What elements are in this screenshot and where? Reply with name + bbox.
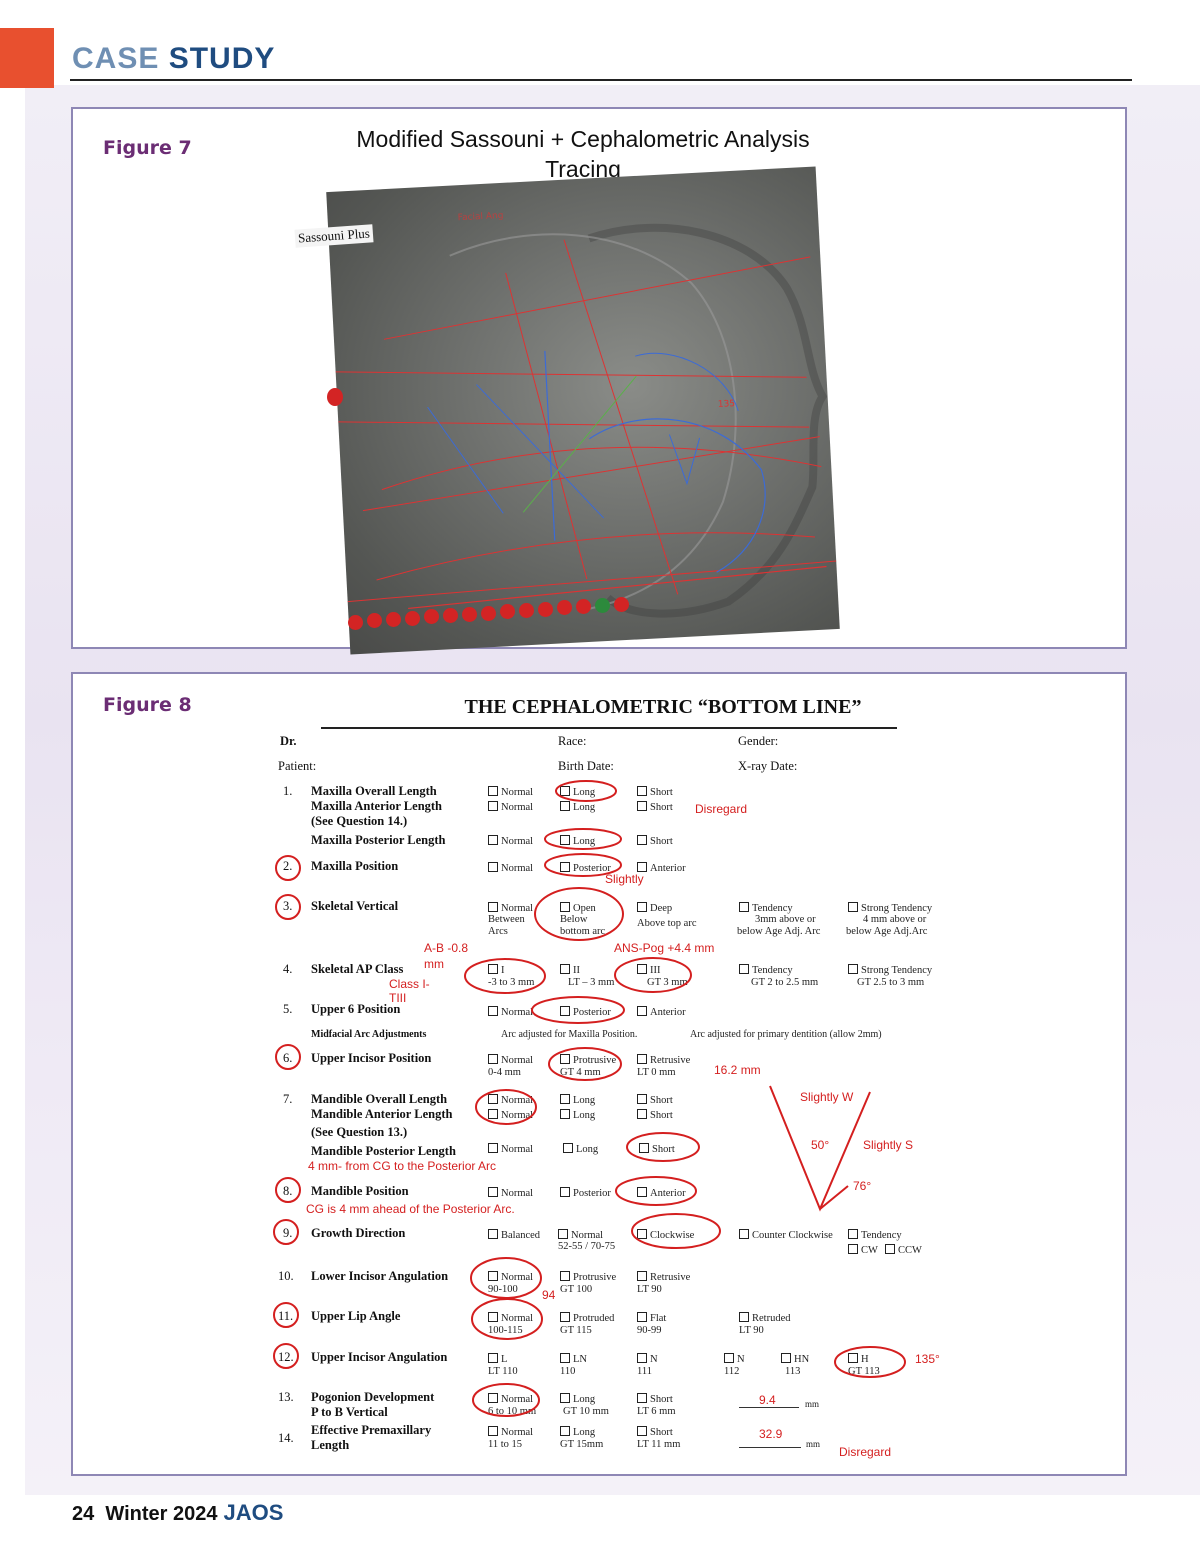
option-detail: 113 xyxy=(785,1366,801,1377)
option-label: HN xyxy=(794,1354,810,1365)
option-label: Protrusive xyxy=(573,1055,617,1066)
option-label: Normal xyxy=(501,1188,534,1199)
marker-dot xyxy=(538,602,553,617)
option-label: Clockwise xyxy=(650,1230,695,1241)
marker-dot xyxy=(595,598,610,613)
option-detail: -3 to 3 mm xyxy=(488,977,535,988)
annotation-cg-posterior: 4 mm- from CG to the Posterior Arc xyxy=(308,1159,497,1173)
option-label: L xyxy=(501,1354,508,1365)
row-number: 7. xyxy=(283,1092,293,1106)
option-label: Normal xyxy=(501,1427,534,1438)
arc-note: Arc adjusted for Maxilla Position. xyxy=(501,1029,638,1040)
option-label: Tendency xyxy=(752,965,793,976)
option-detail: 3mm above or xyxy=(755,914,816,925)
option-label: Short xyxy=(650,787,673,798)
annotation-16-2-mm: 16.2 mm xyxy=(714,1063,761,1077)
row-label: Skeletal Vertical xyxy=(311,899,399,913)
annotation-class-tiii: TIII xyxy=(389,991,407,1005)
row-label: (See Question 14.) xyxy=(311,814,408,828)
option-detail: 52-55 / 70-75 xyxy=(558,1241,616,1252)
option-detail: Below xyxy=(560,914,588,925)
marker-dot xyxy=(481,606,496,621)
annotation-ans-pog: ANS-Pog +4.4 mm xyxy=(614,941,715,955)
option-label: Normal xyxy=(501,1055,534,1066)
option-detail: 90-100 xyxy=(488,1284,518,1295)
option-detail: bottom arc xyxy=(560,926,606,937)
annotation-94: 94 xyxy=(542,1288,556,1302)
field-patient: Patient: xyxy=(278,759,317,773)
tracing-overlay xyxy=(326,166,840,654)
row-label: Growth Direction xyxy=(311,1226,406,1240)
row-number: 5. xyxy=(283,1002,293,1016)
page-footer xyxy=(72,1500,283,1526)
header-rule xyxy=(70,79,1132,81)
option-detail: Arcs xyxy=(488,926,508,937)
option-label: N xyxy=(737,1354,745,1365)
row-number: 3. xyxy=(283,899,293,913)
marker-dot xyxy=(348,615,363,630)
svg-text:Facial Ang: Facial Ang xyxy=(457,210,504,224)
option-label: Long xyxy=(573,1427,596,1438)
marker-dot xyxy=(424,609,439,624)
annotation-disregard: Disregard xyxy=(695,802,748,816)
figure-8-label: Figure 8 xyxy=(103,694,192,716)
figure-7-title-line1: Modified Sassouni + Cephalometric Analysis xyxy=(356,126,810,152)
row-label: P to B Vertical xyxy=(311,1405,388,1419)
figure-7-panel xyxy=(71,107,1127,649)
row-label: Midfacial Arc Adjustments xyxy=(311,1029,427,1040)
option-label: Normal xyxy=(501,1144,534,1155)
annotation-cg-ahead: CG is 4 mm ahead of the Posterior Arc. xyxy=(306,1202,515,1216)
annotation-ab-mm: mm xyxy=(424,957,444,971)
option-label: Normal xyxy=(501,863,534,874)
annotation-76-deg: 76° xyxy=(853,1179,872,1193)
option-label: Long xyxy=(573,836,596,847)
row-label: Upper Incisor Position xyxy=(311,1051,432,1065)
option-detail: 11 to 15 xyxy=(488,1439,523,1450)
sassouni-plus-label: Sassouni Plus xyxy=(294,224,373,247)
option-label: Retrusive xyxy=(650,1272,691,1283)
marker-dot xyxy=(557,600,572,615)
row-number: 11. xyxy=(278,1309,294,1323)
option-detail: GT 3 mm xyxy=(647,977,688,988)
row-label: Maxilla Overall Length xyxy=(311,784,437,798)
option-label: Flat xyxy=(650,1313,667,1324)
marker-dot xyxy=(327,388,343,406)
option-label: Long xyxy=(573,1394,596,1405)
field-birth-date: Birth Date: xyxy=(558,759,614,773)
row-label: Mandible Anterior Length xyxy=(311,1107,453,1121)
option-detail: LT 0 mm xyxy=(637,1067,676,1078)
option-label: Long xyxy=(573,1095,596,1106)
option-label: Tendency xyxy=(861,1230,902,1241)
cephalometric-xray-image xyxy=(326,166,840,654)
marker-dot xyxy=(462,607,477,622)
option-label: Anterior xyxy=(650,863,686,874)
row-label: Maxilla Anterior Length xyxy=(311,799,443,813)
marker-dot xyxy=(500,604,515,619)
unit-label: mm xyxy=(805,1399,820,1409)
option-label: Tendency xyxy=(752,903,793,914)
option-detail: LT 6 mm xyxy=(637,1406,676,1417)
option-label: Open xyxy=(573,903,596,914)
option-detail: GT 113 xyxy=(848,1366,880,1377)
option-detail: 90-99 xyxy=(637,1325,662,1336)
option-detail: below Age Adj.Arc xyxy=(846,926,928,937)
option-label: II xyxy=(573,965,580,976)
option-detail: 110 xyxy=(560,1366,576,1377)
annotation-class-i: Class I- xyxy=(389,977,430,991)
field-gender: Gender: xyxy=(738,734,779,748)
annotation-ab: A-B -0.8 xyxy=(424,941,469,955)
marker-dot xyxy=(367,613,382,628)
option-detail: 4 mm above or xyxy=(863,914,927,925)
option-detail: 100-115 xyxy=(488,1325,523,1336)
option-label: Retruded xyxy=(752,1313,791,1324)
option-detail: LT 11 mm xyxy=(637,1439,681,1450)
option-label: Anterior xyxy=(650,1007,686,1018)
marker-dot xyxy=(576,599,591,614)
svg-text:135: 135 xyxy=(717,399,736,410)
annotation-disregard: Disregard xyxy=(839,1445,892,1459)
option-detail: LT – 3 mm xyxy=(568,977,615,988)
option-detail: GT 2 to 2.5 mm xyxy=(751,977,819,988)
row-label: Upper Incisor Angulation xyxy=(311,1350,448,1364)
row-number: 12. xyxy=(278,1350,294,1364)
option-label: N xyxy=(650,1354,658,1365)
option-label: Normal xyxy=(501,787,534,798)
option-detail: GT 10 mm xyxy=(563,1406,609,1417)
option-label: Short xyxy=(650,836,673,847)
option-label: Deep xyxy=(650,903,673,914)
option-label: Posterior xyxy=(573,863,611,874)
option-detail: below Age Adj. Arc xyxy=(737,926,821,937)
option-label: Normal xyxy=(501,1110,534,1121)
option-label: Anterior xyxy=(650,1188,686,1199)
option-label: Retrusive xyxy=(650,1055,691,1066)
option-label: Short xyxy=(650,1095,673,1106)
row-number: 10. xyxy=(278,1269,294,1283)
option-detail: 111 xyxy=(637,1366,652,1377)
row-label: Mandible Position xyxy=(311,1184,409,1198)
option-detail: GT 115 xyxy=(560,1325,592,1336)
section-header xyxy=(72,42,275,76)
option-label: Normal xyxy=(501,802,534,813)
option-label: Normal xyxy=(571,1230,604,1241)
row-label: Length xyxy=(311,1438,350,1452)
field-dr: Dr. xyxy=(280,734,297,748)
issue-label: Winter 2024 xyxy=(105,1503,218,1525)
row-label: Lower Incisor Angulation xyxy=(311,1269,449,1283)
option-label: Short xyxy=(650,1394,673,1405)
row-number: 1. xyxy=(283,784,293,798)
option-detail: 0-4 mm xyxy=(488,1067,521,1078)
row-label: Upper 6 Position xyxy=(311,1002,401,1016)
row-label: (See Question 13.) xyxy=(311,1125,408,1139)
option-label: Normal xyxy=(501,1007,534,1018)
row-number: 13. xyxy=(278,1390,294,1404)
section-accent-block xyxy=(0,28,54,88)
row-label: Pogonion Development xyxy=(311,1390,435,1404)
option-label: Short xyxy=(650,1110,673,1121)
option-label: Short xyxy=(650,1427,673,1438)
marker-dot xyxy=(614,597,629,612)
option-detail: 6 to 10 mm xyxy=(488,1406,537,1417)
row-label: Mandible Posterior Length xyxy=(311,1144,456,1158)
annotation-slightly-w: Slightly W xyxy=(800,1090,854,1104)
option-label: I xyxy=(501,965,505,976)
option-label: Posterior xyxy=(573,1188,611,1199)
option-label: Normal xyxy=(501,1272,534,1283)
option-label: Normal xyxy=(501,1095,534,1106)
annotation-135-deg: 135° xyxy=(915,1352,940,1366)
figure-7-label: Figure 7 xyxy=(103,137,192,159)
option-label: Long xyxy=(576,1144,599,1155)
option-label: Long xyxy=(573,787,596,798)
marker-dot xyxy=(386,612,401,627)
row-number: 4. xyxy=(283,962,293,976)
option-detail: Above top arc xyxy=(637,918,697,929)
row-label: Maxilla Position xyxy=(311,859,399,873)
option-label: Normal xyxy=(501,836,534,847)
annotation-32-9: 32.9 xyxy=(759,1427,783,1441)
row-label: Mandible Overall Length xyxy=(311,1092,448,1106)
option-label: Posterior xyxy=(573,1007,611,1018)
annotation-slightly-s: Slightly S xyxy=(863,1138,914,1152)
option-detail: LT 110 xyxy=(488,1366,518,1377)
field-xray-date: X-ray Date: xyxy=(738,759,798,773)
row-number: 2. xyxy=(283,859,293,873)
option-detail: LT 90 xyxy=(637,1284,662,1295)
option-detail: 112 xyxy=(724,1366,740,1377)
option-label: CCW xyxy=(898,1245,922,1256)
row-number: 6. xyxy=(283,1051,293,1065)
row-number: 8. xyxy=(283,1184,293,1198)
red-markup-overlay xyxy=(73,674,1125,1474)
option-label: III xyxy=(650,965,661,976)
option-label: H xyxy=(861,1354,869,1365)
marker-dot xyxy=(519,603,534,618)
option-label: Balanced xyxy=(501,1230,541,1241)
header-word-case: CASE xyxy=(72,42,160,75)
figure-7-title-line2: Tracing xyxy=(545,156,621,182)
figure-8-panel xyxy=(71,672,1127,1476)
option-label: Normal xyxy=(501,1394,534,1405)
option-label: Short xyxy=(652,1144,675,1155)
option-label: Long xyxy=(573,802,596,813)
journal-name: JAOS xyxy=(223,1500,284,1525)
row-label: Maxilla Posterior Length xyxy=(311,833,446,847)
annotation-50-deg: 50° xyxy=(811,1138,830,1152)
marker-dot xyxy=(443,608,458,623)
row-label: Effective Premaxillary xyxy=(311,1423,432,1437)
option-label: Normal xyxy=(501,1313,534,1324)
option-label: CW xyxy=(861,1245,878,1256)
field-race: Race: xyxy=(558,734,587,748)
annotation-9-4: 9.4 xyxy=(759,1393,776,1407)
option-label: Long xyxy=(573,1110,596,1121)
option-detail: GT 100 xyxy=(560,1284,593,1295)
marker-dot xyxy=(405,611,420,626)
row-number: 14. xyxy=(278,1431,294,1445)
option-detail: Between xyxy=(488,914,525,925)
row-number: 9. xyxy=(283,1226,293,1240)
option-label: Protrusive xyxy=(573,1272,617,1283)
option-label: Counter Clockwise xyxy=(752,1230,833,1241)
option-detail: GT 15mm xyxy=(560,1439,604,1450)
unit-label: mm xyxy=(806,1439,821,1449)
option-detail: LT 90 xyxy=(739,1325,764,1336)
option-label: Strong Tendency xyxy=(861,903,933,914)
arc-note: Arc adjusted for primary dentition (allow 2mm) xyxy=(690,1029,882,1040)
option-detail: GT 4 mm xyxy=(560,1067,601,1078)
page-number: 24 xyxy=(72,1503,95,1525)
option-label: Strong Tendency xyxy=(861,965,933,976)
form-title: THE CEPHALOMETRIC “BOTTOM LINE” xyxy=(464,696,862,718)
option-label: Short xyxy=(650,802,673,813)
header-word-study: STUDY xyxy=(168,42,276,75)
option-label: Normal xyxy=(501,903,534,914)
option-label: LN xyxy=(573,1354,587,1365)
row-label: Skeletal AP Class xyxy=(311,962,404,976)
option-detail: GT 2.5 to 3 mm xyxy=(857,977,925,988)
annotation-slightly: Slightly xyxy=(605,872,644,886)
row-label: Upper Lip Angle xyxy=(311,1309,401,1323)
option-label: Protruded xyxy=(573,1313,615,1324)
